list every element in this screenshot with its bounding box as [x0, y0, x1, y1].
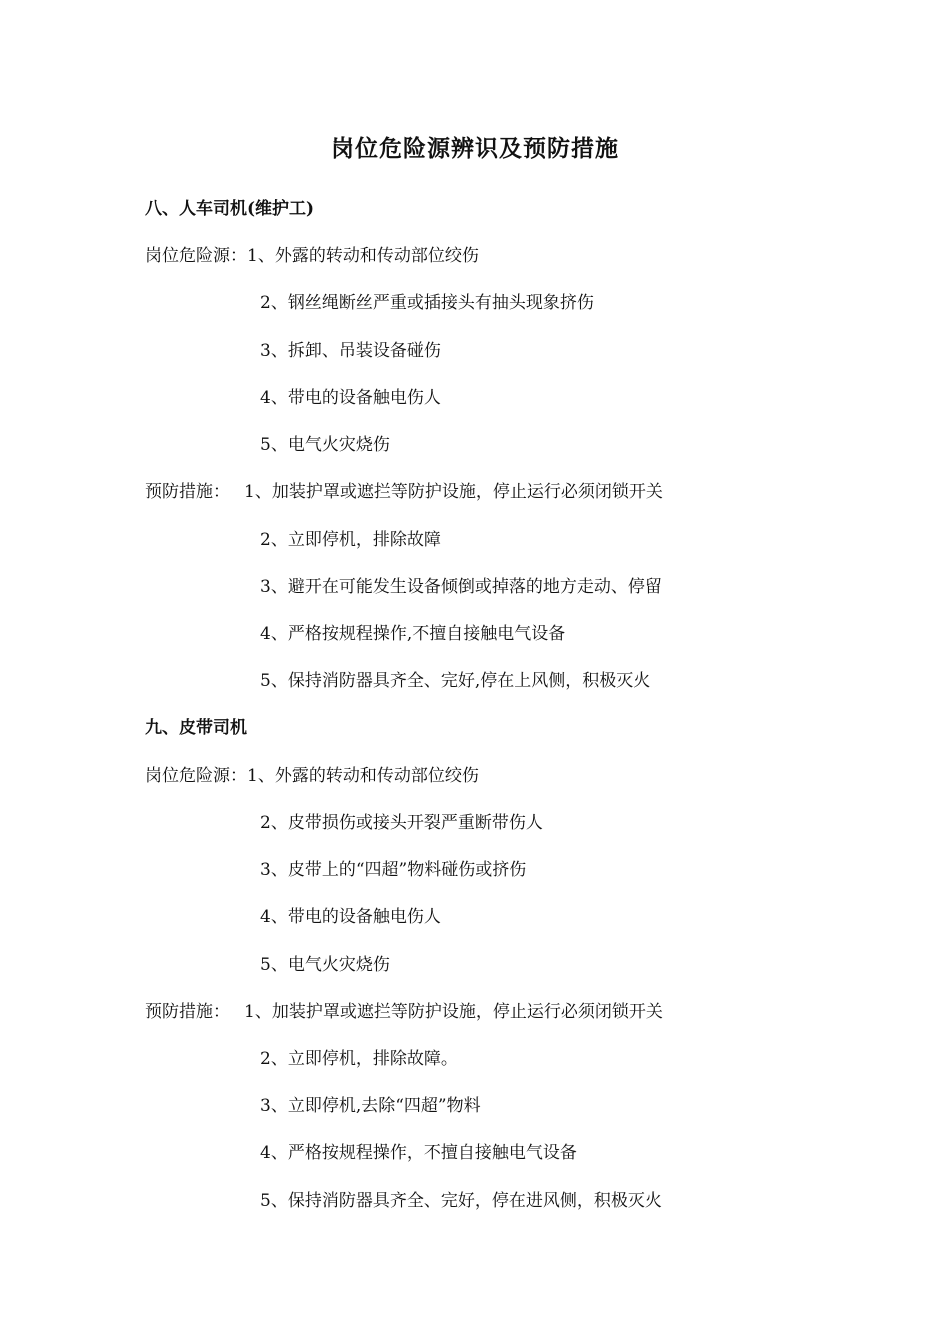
measure-item: 2、立即停机，排除故障: [260, 530, 441, 550]
measure-label: 预防措施：: [145, 482, 230, 502]
measure-row-8: [145, 480, 663, 504]
hazard-row-8: [145, 244, 479, 268]
section-heading-8: 八、人车司机(维护工): [145, 199, 315, 219]
measure-item: 3、立即停机,去除“四超”物料: [260, 1096, 481, 1116]
measure-item: 4、严格按规程操作，不擅自接触电气设备: [260, 1143, 577, 1163]
hazard-item: 4、带电的设备触电伤人: [260, 388, 441, 408]
measure-row-9: [145, 1000, 663, 1024]
hazard-item: 2、钢丝绳断丝严重或插接头有抽头现象挤伤: [260, 293, 594, 313]
hazard-item: 1、外露的转动和传动部位绞伤: [247, 766, 479, 786]
hazard-item: 5、电气火灾烧伤: [260, 955, 390, 975]
hazard-item: 5、电气火灾烧伤: [260, 435, 390, 455]
hazard-label: 岗位危险源：: [145, 246, 247, 266]
document-title: 岗位危险源辨识及预防措施: [331, 135, 619, 162]
measure-item: 5、保持消防器具齐全、完好，停在进风侧，积极灭火: [260, 1191, 662, 1211]
measure-item: 1、加装护罩或遮拦等防护设施，停止运行必须闭锁开关: [244, 482, 663, 502]
hazard-item: 2、皮带损伤或接头开裂严重断带伤人: [260, 813, 543, 833]
hazard-item: 1、外露的转动和传动部位绞伤: [247, 246, 479, 266]
measure-item: 3、避开在可能发生设备倾倒或掉落的地方走动、停留: [260, 577, 662, 597]
hazard-row-9: [145, 764, 479, 788]
hazard-label: 岗位危险源：: [145, 766, 247, 786]
section-heading-9: 九、皮带司机: [145, 718, 247, 738]
measure-item: 5、保持消防器具齐全、完好,停在上风侧，积极灭火: [260, 671, 651, 691]
measure-label: 预防措施：: [145, 1002, 230, 1022]
measure-item: 2、立即停机，排除故障。: [260, 1049, 458, 1069]
hazard-item: 3、皮带上的“四超”物料碰伤或挤伤: [260, 860, 527, 880]
measure-item: 4、严格按规程操作,不擅自接触电气设备: [260, 624, 566, 644]
hazard-item: 3、拆卸、吊装设备碰伤: [260, 341, 441, 361]
measure-item: 1、加装护罩或遮拦等防护设施，停止运行必须闭锁开关: [244, 1002, 663, 1022]
hazard-item: 4、带电的设备触电伤人: [260, 907, 441, 927]
